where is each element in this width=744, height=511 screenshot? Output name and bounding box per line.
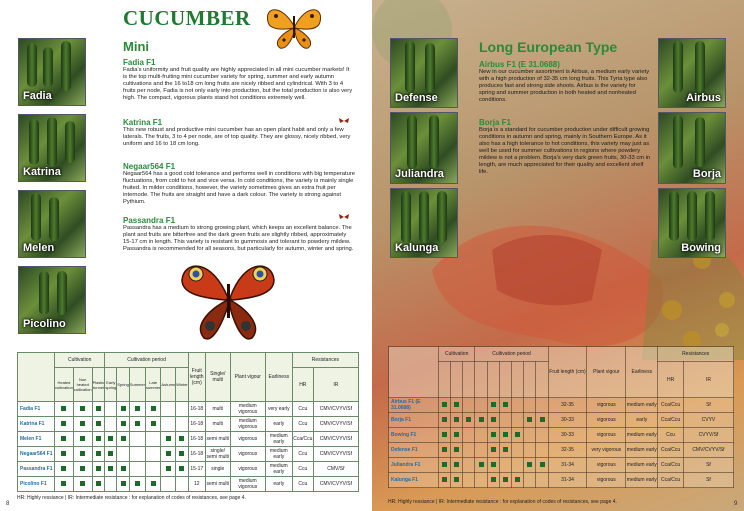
row-hr: Ccu [658,428,684,443]
row-length: 16-18 [188,432,205,447]
variety-name: Passandra F1 [123,216,176,225]
col-single: Single/ multi [205,353,230,402]
table-row [18,462,359,477]
col-summer: Summer [129,368,145,402]
page-title: CUCUMBER [123,6,251,30]
group-cultivation: Cultivation [438,347,475,362]
photo-label: Airbus [686,92,721,104]
col-hr: HR [658,362,684,398]
row-ir: CMV/Sf [313,462,358,477]
table-row [389,413,734,428]
photo-label: Melen [23,242,55,254]
section-subtitle: Mini [123,39,149,54]
row-vigour: vigorous [587,398,626,413]
photo-label: Juliandra [395,168,444,180]
row-length: 32-35 [548,443,587,458]
row-hr: Ccu [292,477,313,492]
row-name: Juliandra F1 [389,458,439,473]
butterfly-illustration [262,2,326,52]
photo-picolino [18,266,86,334]
photo-defense [390,38,458,108]
variety-description: Passandra has a medium to strong growing plant, which keeps an excellent balance. The plant and fruits are bitterfree and the dark green fruits are slightly ribbed, approximately 15-17 cm in length. This variety is resistant to gummosis and tolerant to powdery mildew. Passandra is recommended for all seasons, but particularly for autumn, winter and spring. [123,225,354,252]
photo-label: Kalunga [395,242,439,254]
table-row [389,443,734,458]
col-plastic: Plastic tunnel [92,368,105,402]
row-hr: Cca/Ccu [658,458,684,473]
photo-fadia [18,38,86,106]
row-vigour: medium vigorous [230,477,265,492]
row-hr: Ccu [292,462,313,477]
row-single: semi multi [205,432,230,447]
row-ir: CMV/CVYV/Sf [313,477,358,492]
row-length: 16-18 [188,417,205,432]
row-vigour: vigorous [587,413,626,428]
table-row [18,417,359,432]
row-ir: CMV/CVYV/Sf [313,432,358,447]
row-name: Negaar564 F1 [18,447,55,462]
col-late-summer: Late summer [145,368,160,402]
row-name: Katrina F1 [18,417,55,432]
table-row [389,473,734,488]
row-name: Passandra F1 [18,462,55,477]
col-earliness: Earliness [265,353,292,402]
row-ir: Sf [683,473,733,488]
row-ir: Sf [683,398,733,413]
row-vigour: vigorous [587,473,626,488]
row-vigour: vigorous [230,432,265,447]
row-single: single/ semi multi [206,448,230,460]
row-vigour: medium vigorous [230,402,265,417]
row-vigour: vigorous [230,447,265,462]
photo-label: Picolino [23,318,66,330]
row-length: 30-33 [548,428,587,443]
group-resistances: Resistances [658,347,734,362]
col-ir: IR [313,368,358,402]
row-vigour: very vigorous [587,443,626,458]
row-ir: CMV/CVYV/Sf [683,443,733,458]
group-period: Cultivation period [475,347,548,362]
row-hr: Cca/Ccu [658,473,684,488]
col-length: Fruit length (cm) [548,347,587,398]
variety-name: Negaar564 F1 [123,162,176,171]
page-number: 9 [734,501,738,507]
variety-fadia [123,58,355,102]
variety-description: New in our cucumber assortment is Airbus, a medium early variety with a high production of 32-35 cm long fruits. This Tyria type also produces fast and strong side shoots. Airbus is the variety for spring and summer production in both heated and nonheated conditions. [479,69,650,103]
row-single: multi [205,402,230,417]
col-length: Fruit length (cm) [188,353,205,402]
row-earliness: early [626,413,658,428]
row-ir: CVYV/Sf [683,428,733,443]
row-earliness: medium early [265,462,292,477]
col-autumn: Autumn [161,368,176,402]
table-row [18,447,359,462]
row-length: 31-34 [548,473,587,488]
row-hr: Ccu [292,402,313,417]
table-row [18,432,359,447]
row-ir: CMV/CVYV/Sf [313,417,358,432]
row-ir: Sf [683,458,733,473]
variety-table [388,346,734,488]
table-row [389,428,734,443]
col-heated: Heated cultivation [55,368,74,402]
variety-name: Borja F1 [479,118,512,127]
row-earliness: medium early [626,398,658,413]
col-winter: Winter [176,368,189,402]
variety-description: This new robust and productive mini cucumber has an open plant habit and only a few laterals. The fruits, 3 to 4 per node, are of top quality. They are glossy, nicely ribbed, very uniform and 16 to 18 cm long. [123,127,351,147]
row-hr: Cca/Ccu [658,413,684,428]
col-vigour: Plant vigour [230,353,265,402]
row-earliness: medium early [626,473,658,488]
col-hr: HR [292,368,313,402]
row-earliness: medium early [265,447,292,462]
row-vigour: vigorous [230,462,265,477]
row-ir: CVYV [683,413,733,428]
group-resistances: Resistances [292,353,358,368]
row-earliness: early [265,417,292,432]
row-earliness: very early [265,402,292,417]
group-period: Cultivation period [105,353,188,368]
row-length: 16-18 [188,402,205,417]
row-earliness: medium early [626,458,658,473]
footnote: HR: Highly ressiance | IR: Intermediate resistance : for explanation of codes of resistances, see page 4. [17,495,246,501]
peacock-butterfly-illustration [178,254,278,346]
variety-passandra [123,216,355,253]
row-single: single [205,462,230,477]
row-hr: Ccu [292,417,313,432]
row-length: 15-17 [188,462,205,477]
row-earliness: early [265,477,292,492]
row-hr: Ccu [292,447,313,462]
row-name: Melen F1 [18,432,55,447]
photo-label: Bowing [681,242,721,254]
col-earliness: Earliness [626,347,658,398]
row-length: 12 [188,477,205,492]
col-spring: Spring [117,368,130,402]
photo-melen [18,190,86,258]
row-earliness: medium early [626,443,658,458]
row-length: 16-18 [188,447,205,462]
footnote: HR: Highly ressiance | IR: Intermediate resistance : for explanation of codes of resistances, see page 4. [388,499,617,505]
row-name: Borja F1 [389,413,439,428]
table-row [389,458,734,473]
variety-name: Airbus F1 (E 31.0688) [479,60,560,69]
variety-name: Fadia F1 [123,58,156,67]
row-length: 31-34 [548,458,587,473]
row-length: 32-35 [548,398,587,413]
row-vigour: medium vigorous [230,417,265,432]
photo-katrina [18,114,86,182]
table-row [18,402,359,417]
page-number: 8 [6,501,10,507]
row-name: Airbus F1 (E 31.0688) [389,398,439,413]
row-earliness: medium early [265,432,292,447]
photo-borja [658,112,726,184]
row-earliness: medium early [626,428,658,443]
variety-name: Katrina F1 [123,118,163,127]
variety-description: Fadia's uniformity and fruit quality are highly appreciated in all mini cucumber markets! It is the top multi-fruiting mini cucumber variety for spring, summer and early autumn cultivations and the 16 to18 cm long fruits are nicely ribbed and cylindrical. With 3 to 4 fruits per node, Fadia is not only early into production, but the total production is also very high. The compact, vigorous plants stand hot conditions extremely well. [123,67,353,101]
col-ir: IR [683,362,733,398]
photo-bowing [658,188,726,258]
col-nonheated: Non heated cultivation [73,368,92,402]
right-page [372,0,744,511]
col-vigour: Plant vigour [587,347,626,398]
variety-negaar [123,162,355,206]
variety-katrina [123,118,355,148]
row-name: Defense F1 [389,443,439,458]
table-row [18,477,359,492]
row-vigour: vigorous [587,428,626,443]
row-ir: CMV/CVYV/Sf [313,447,358,462]
row-name: Fadia F1 [18,402,55,417]
variety-description: Borja is a standard for cucumber production under difficult growing conditions in autumn and spring, mainly in Southern Europe. As it also has a high tolerance to hot conditions, this variety may just as well be used for summer cultivations in regions where powdery mildew is not a problem. Borja's very dark green fruits, 30-33 cm in length, are much appreciated for their quality and excellent shelf life. [479,127,651,175]
row-single: multi [205,417,230,432]
section-subtitle: Long European Type [479,39,618,55]
row-ir: CMV/CVYV/Sf [313,402,358,417]
row-hr: Cca/Ccu [658,398,684,413]
row-name: Picolino F1 [18,477,55,492]
group-cultivation: Cultivation [55,353,105,368]
photo-label: Borja [692,168,721,180]
photo-label: Katrina [23,166,61,178]
variety-borja [479,118,651,176]
photo-kalunga [390,188,458,258]
row-name: Bowing F1 [389,428,439,443]
butterfly-icon [339,214,349,220]
row-name: Kalunga F1 [389,473,439,488]
row-hr: Cca/Ccu [658,443,684,458]
row-vigour: vigorous [587,458,626,473]
variety-table [17,352,359,492]
variety-airbus [479,60,651,104]
row-hr: Cca/Ccu [292,432,313,447]
variety-description: Negaar564 has a good cold tolerance and performs well in conditions with big temperature fluctuations, from cold to hot and vice versa. In cold conditions, the variety is mainly single fruited. In milder conditions, however, the variety sometimes gives an extra fruit per internode. The fruits are straight and have a dark colour. The variety is strong against Pythium. [123,171,356,205]
photo-airbus [658,38,726,108]
photo-label: Defense [395,92,438,104]
col-early-spring: Early spring [105,368,117,402]
table-row [389,398,734,413]
butterfly-icon [339,118,349,124]
photo-juliandra [390,112,458,184]
row-length: 30-33 [548,413,587,428]
row-single: semi multi [205,477,230,492]
photo-label: Fadia [23,90,52,102]
